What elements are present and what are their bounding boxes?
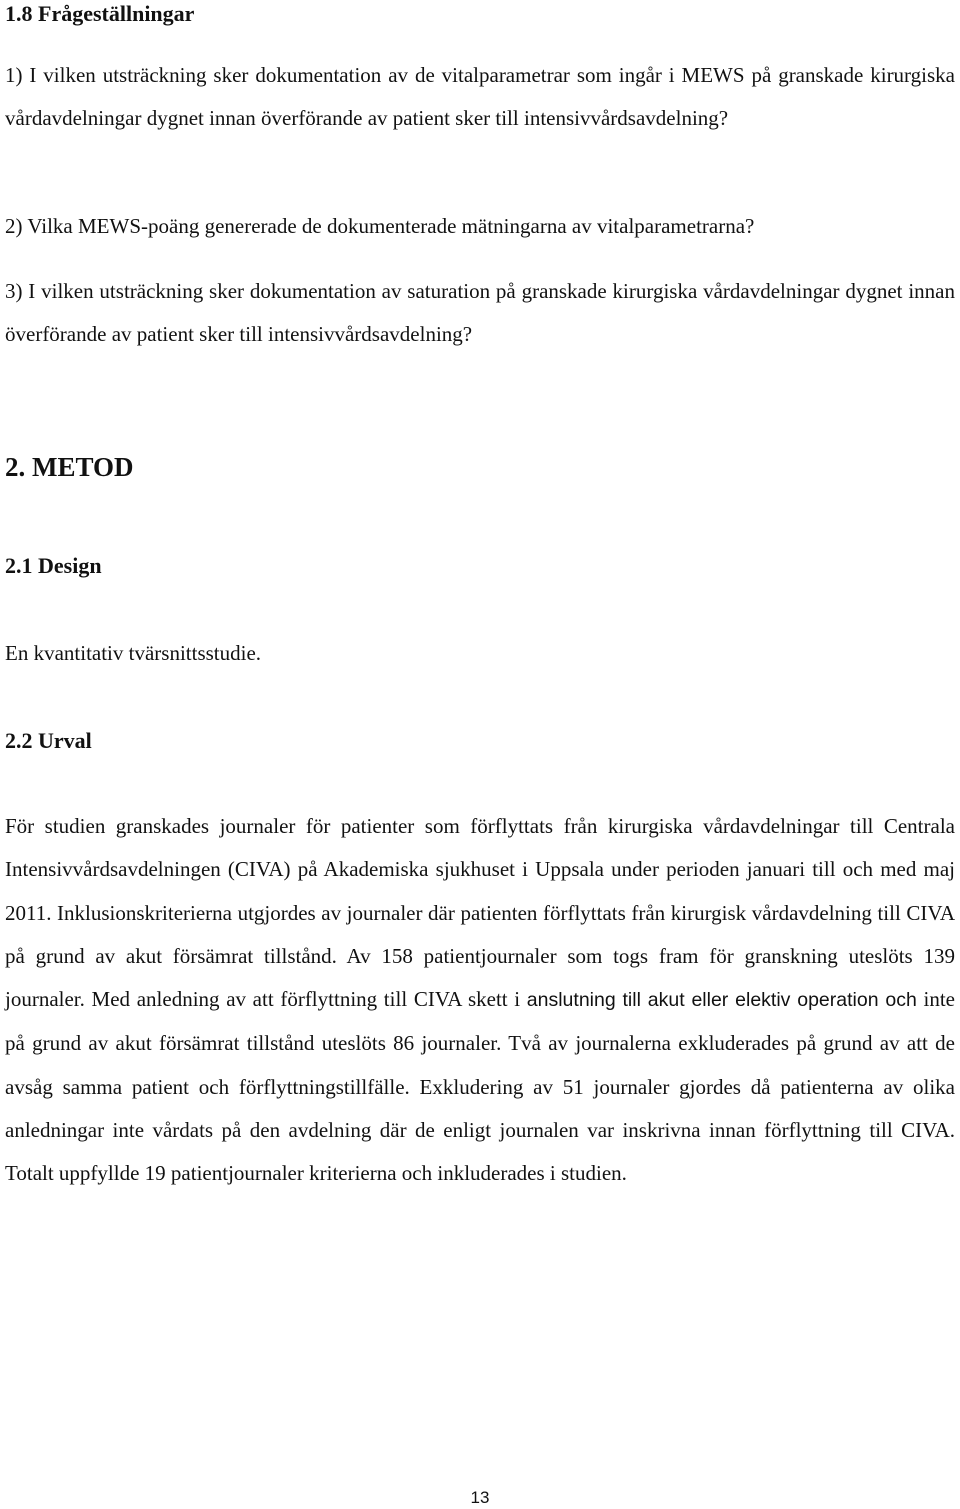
selection-paragraph [5, 805, 955, 1196]
design-text: En kvantitativ tvärsnittsstudie. [5, 641, 262, 665]
selection-text-part-3: inte på grund av akut försämrat tillstånd uteslöts 86 journaler. Två av journalerna exkluderades på grund av att de avsåg samma patient och förflyttningstillfälle. Exkludering av 51 journaler gjordes då patienterna av olika anledningar inte vårdats på den avdelning där de enligt journalen var inskrivna innan förflyttning till CIVA. Totalt uppfyllde 19 patientjournaler kriterierna och inkluderades i studien. [5, 987, 956, 1186]
section-1-8-heading: 1.8 Frågeställningar [5, 1, 195, 26]
selection-text-part-1: För studien granskades journaler för patienter som förflyttats från kirurgiska vårdavdelningar till Centrala Intensivvårdsavdelningen (CIVA) på Akademiska sjukhuset i Uppsala under perioden januari till och med maj 2011. Inklusionskriterierna utgjordes av journaler där patienten förflyttats från kirurgisk vårdavdelning till CIVA på grund av akut försämrat tillstånd. Av 158 patientjournaler som togs fram för granskning uteslöts 139 journaler. Med anledning av att förflyttning till CIVA skett i [5, 814, 955, 1012]
question-1: 1) I vilken utsträckning sker dokumentation av de vitalparametrar som ingår i MEWS på granskade kirurgiska vårdavdelningar dygnet innan överförande av patient sker till intensivvårdsavdelning? [5, 63, 955, 131]
question-3: 3) I vilken utsträckning sker dokumentation av saturation på granskade kirurgiska vårdavdelningar dygnet innan överförande av patient sker till intensivvårdsavdelning? [5, 279, 955, 347]
page-number: 13 [470, 1488, 490, 1507]
question-2: 2) Vilka MEWS-poäng genererade de dokumenterade mätningarna av vitalparametrarna? [5, 214, 755, 238]
section-2-2-heading: 2.2 Urval [5, 728, 92, 753]
section-2-heading: 2. METOD [5, 452, 134, 482]
selection-text-part-2: anslutning till akut eller elektiv operation och [526, 989, 917, 1012]
section-2-1-heading: 2.1 Design [5, 553, 102, 578]
